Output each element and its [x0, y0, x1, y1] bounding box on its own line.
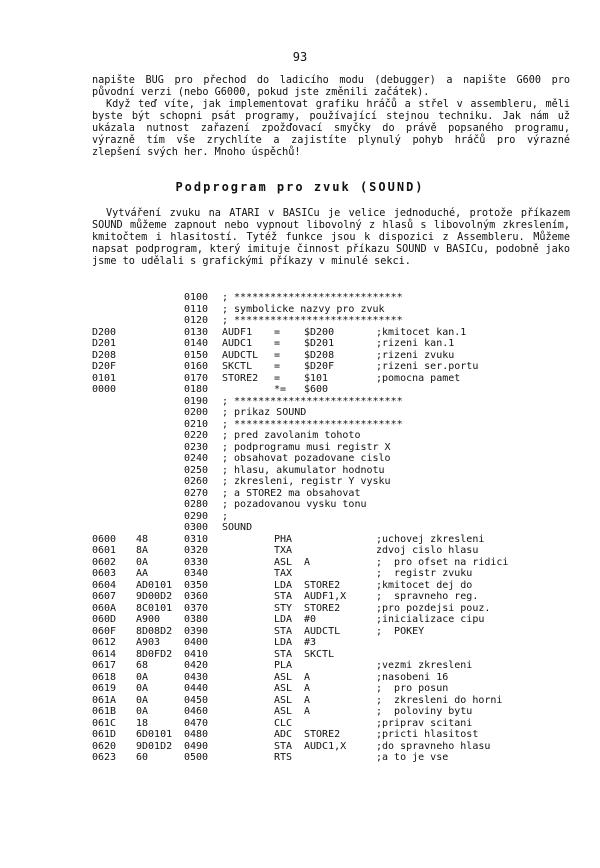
listing-comment: ;a to je vse [376, 752, 449, 763]
listing-source: ; zkresleni, registr Y vysku [222, 476, 391, 487]
listing-address [92, 453, 136, 465]
listing-bytes [136, 315, 184, 327]
listing-source: ; podprogramu musi registr X [222, 441, 391, 453]
listing-row [92, 407, 572, 419]
listing-label [222, 603, 274, 615]
listing-opcode: ASL [274, 694, 293, 706]
listing-line-number: 0170 [184, 372, 209, 384]
listing-operand: AUDF1,X [304, 591, 347, 602]
listing-row [92, 419, 572, 431]
listing-source: ; symbolicke nazvy pro zvuk [222, 303, 385, 315]
listing-row [92, 568, 572, 580]
listing-opcode: TAX [274, 568, 293, 579]
listing-operand: $D20F [304, 361, 335, 372]
listing-label [222, 649, 274, 661]
listing-opcode: LDA [274, 614, 293, 625]
listing-operand: #3 [304, 637, 317, 648]
listing-line-number: 0180 [184, 384, 209, 395]
listing-bytes [136, 522, 184, 534]
listing-label [222, 626, 274, 638]
listing-comment: ;rizeni zvuku [376, 349, 455, 361]
section-heading: Podprogram pro zvuk (SOUND) [175, 180, 425, 194]
listing-comment: ;rizeni kan.1 [376, 338, 455, 349]
listing-label [222, 752, 274, 764]
listing-bytes: 8D08D2 [136, 625, 173, 637]
listing-operand: $D201 [304, 338, 335, 349]
listing-label: STORE2 [222, 372, 259, 384]
listing-bytes: 0A [136, 556, 149, 568]
listing-address: 061D [92, 729, 117, 740]
listing-source: SOUND [222, 522, 253, 533]
listing-address: 0607 [92, 591, 117, 602]
listing-row [92, 557, 572, 569]
listing-row [92, 729, 572, 741]
listing-label [222, 580, 274, 592]
listing-opcode: = [274, 326, 281, 338]
listing-bytes: A900 [136, 614, 161, 625]
listing-bytes [136, 453, 184, 465]
listing-operand [304, 545, 376, 557]
listing-row [92, 660, 572, 672]
listing-comment [376, 649, 572, 661]
listing-comment: ;kmitocet kan.1 [376, 326, 467, 338]
listing-operand: A [304, 694, 311, 706]
listing-line-number: 0340 [184, 568, 209, 579]
listing-bytes: AA [136, 568, 149, 579]
listing-address: 060D [92, 614, 117, 625]
listing-bytes: 9D01D2 [136, 740, 173, 752]
listing-row [92, 545, 572, 557]
listing-opcode: = [274, 338, 281, 349]
listing-operand: AUDCTL [304, 625, 341, 637]
listing-line-number: 0140 [184, 338, 209, 349]
listing-row [92, 453, 572, 465]
listing-line-number: 0160 [184, 361, 209, 372]
listing-line-number: 0240 [184, 453, 209, 464]
listing-label: SKCTL [222, 361, 253, 372]
listing-operand: SKCTL [304, 648, 335, 660]
listing-line-number: 0440 [184, 683, 209, 694]
listing-comment: ;pricti hlasitost [376, 729, 479, 740]
listing-label [222, 534, 274, 546]
listing-label: AUDC1 [222, 338, 253, 349]
listing-row [92, 304, 572, 316]
listing-line-number: 0260 [184, 476, 209, 487]
listing-bytes [136, 350, 184, 362]
listing-operand: STORE2 [304, 729, 341, 740]
listing-comment: ;uchovej zkresleni [376, 533, 485, 545]
listing-line-number: 0330 [184, 556, 209, 568]
listing-line-number: 0390 [184, 625, 209, 637]
intro-text [92, 75, 570, 159]
listing-opcode: STA [274, 648, 293, 660]
listing-address: 0614 [92, 648, 117, 660]
listing-bytes: 9D00D2 [136, 591, 173, 602]
listing-label: AUDCTL [222, 349, 259, 361]
listing-row [92, 603, 572, 615]
listing-comment: ;pro pozdejsi pouz. [376, 602, 491, 614]
intro-paragraph-2: Když teď víte, jak implementovat grafiku hráčů a střel v assembleru, měli byste být schopni psát programy, používající stejnou techniku. Jak nám už ukázala nutnost zařazení zpožďovací smyčky do právě popsaného programu, výrazně tím vše zrychlíte a zajistíte plynulý pohyb hráčů pro výrazné zlepšení svých her. Mnoho úspěchů! [92, 99, 570, 158]
listing-row [92, 442, 572, 454]
listing-opcode: RTS [274, 752, 293, 763]
listing-operand: A [304, 671, 311, 683]
listing-comment: ;nasobeni 16 [376, 671, 449, 683]
listing-label [222, 706, 274, 718]
listing-address [92, 315, 136, 327]
listing-operand: AUDC1,X [304, 740, 347, 752]
listing-address [92, 292, 136, 304]
listing-address [92, 442, 136, 454]
listing-bytes [136, 396, 184, 408]
listing-address: 0623 [92, 752, 117, 763]
listing-line-number: 0300 [184, 522, 209, 533]
listing-opcode: ASL [274, 706, 293, 717]
listing-opcode: = [274, 361, 281, 372]
listing-comment: ;kmitocet dej do [376, 579, 473, 591]
listing-source: ; **************************** [222, 395, 403, 407]
listing-bytes: 0A [136, 671, 149, 683]
listing-opcode: TXA [274, 545, 293, 556]
listing-line-number: 0450 [184, 694, 209, 706]
listing-opcode: = [274, 372, 281, 384]
listing-line-number: 0190 [184, 395, 209, 407]
listing-address: 061C [92, 717, 117, 729]
listing-comment: ; registr zvuku [376, 568, 473, 579]
listing-address [92, 488, 136, 500]
listing-row [92, 511, 572, 523]
listing-bytes: 8C0101 [136, 602, 173, 614]
listing-label [222, 591, 274, 603]
listing-comment: ; zkresleni do horni [376, 694, 503, 706]
listing-comment: ; pro posun [376, 683, 449, 694]
listing-address: 0101 [92, 372, 117, 384]
listing-line-number: 0410 [184, 648, 209, 660]
listing-operand: #0 [304, 614, 317, 625]
listing-row [92, 741, 572, 753]
listing-row [92, 591, 572, 603]
listing-bytes: 18 [136, 717, 149, 729]
listing-bytes [136, 465, 184, 477]
listing-label [222, 718, 274, 730]
listing-opcode: STA [274, 591, 293, 602]
assembly-listing [92, 292, 572, 764]
listing-row [92, 396, 572, 408]
listing-bytes [136, 327, 184, 339]
listing-row [92, 499, 572, 511]
listing-line-number: 0280 [184, 499, 209, 510]
listing-row [92, 465, 572, 477]
listing-address [92, 419, 136, 431]
listing-line-number: 0130 [184, 326, 209, 338]
listing-bytes: 8D0FD2 [136, 648, 173, 660]
listing-row [92, 718, 572, 730]
listing-row [92, 430, 572, 442]
listing-bytes: 8A [136, 545, 149, 556]
listing-line-number: 0470 [184, 717, 209, 729]
listing-operand: A [304, 683, 311, 694]
listing-operand: $D208 [304, 349, 335, 361]
listing-operand: $600 [304, 384, 329, 395]
listing-opcode: ASL [274, 683, 293, 694]
listing-address [92, 407, 136, 419]
listing-opcode: *= [274, 384, 287, 395]
listing-address [92, 396, 136, 408]
listing-row [92, 752, 572, 764]
listing-address: 0604 [92, 579, 117, 591]
listing-line-number: 0380 [184, 614, 209, 625]
listing-bytes: 6D0101 [136, 729, 173, 740]
listing-opcode: CLC [274, 717, 293, 729]
listing-row [92, 476, 572, 488]
listing-bytes [136, 338, 184, 350]
listing-bytes [136, 488, 184, 500]
listing-comment: ; poloviny bytu [376, 706, 473, 717]
listing-row [92, 534, 572, 546]
listing-line-number: 0150 [184, 349, 209, 361]
listing-line-number: 0200 [184, 407, 209, 418]
listing-source: ; obsahovat pozadovane cislo [222, 453, 391, 464]
listing-row [92, 327, 572, 339]
listing-opcode: LDA [274, 579, 293, 591]
listing-bytes [136, 499, 184, 511]
listing-address: D208 [92, 349, 117, 361]
listing-bytes: 68 [136, 660, 149, 671]
listing-line-number: 0420 [184, 660, 209, 671]
listing-line-number: 0490 [184, 740, 209, 752]
listing-bytes [136, 373, 184, 385]
listing-opcode: LDA [274, 637, 293, 648]
listing-bytes [136, 430, 184, 442]
listing-row [92, 315, 572, 327]
listing-row [92, 373, 572, 385]
listing-comment [376, 384, 572, 396]
listing-address [92, 476, 136, 488]
listing-label [222, 741, 274, 753]
listing-operand [304, 660, 376, 672]
listing-address: 061B [92, 706, 117, 717]
listing-bytes: 48 [136, 533, 149, 545]
listing-bytes [136, 304, 184, 316]
listing-line-number: 0350 [184, 579, 209, 591]
listing-address [92, 511, 136, 523]
listing-row [92, 361, 572, 373]
listing-bytes [136, 384, 184, 396]
listing-label [222, 695, 274, 707]
listing-address: 0617 [92, 660, 117, 671]
listing-address [92, 465, 136, 477]
listing-source: ; pozadovanou vysku tonu [222, 499, 367, 510]
listing-bytes [136, 361, 184, 373]
listing-source: ; prikaz SOUND [222, 407, 307, 418]
listing-label [222, 729, 274, 741]
intro-paragraph-1: napište BUG pro přechod do ladicího modu (debugger) a napište G600 pro původní verzi (nebo G6000, pokud jste změnili začátek). [92, 75, 570, 98]
listing-operand [304, 752, 376, 764]
listing-address: 0612 [92, 637, 117, 648]
listing-label: AUDF1 [222, 326, 253, 338]
listing-line-number: 0290 [184, 510, 209, 522]
listing-line-number: 0110 [184, 303, 209, 315]
listing-operand: A [304, 556, 311, 568]
listing-opcode: ADC [274, 729, 293, 740]
listing-label [222, 557, 274, 569]
listing-comment: ; POKEY [376, 625, 425, 637]
listing-address: 0601 [92, 545, 117, 556]
listing-bytes: 0A [136, 694, 149, 706]
listing-opcode: ASL [274, 671, 293, 683]
listing-operand: $D200 [304, 326, 335, 338]
listing-row [92, 522, 572, 534]
listing-address: D201 [92, 338, 117, 349]
listing-source: ; **************************** [222, 418, 403, 430]
listing-operand [304, 718, 376, 730]
listing-comment: ; pro ofset na ridici [376, 556, 509, 568]
listing-label [222, 637, 274, 649]
listing-comment: ;pomocna pamet [376, 372, 461, 384]
listing-address [92, 304, 136, 316]
listing-operand: STORE2 [304, 579, 341, 591]
listing-row [92, 695, 572, 707]
listing-opcode: PHA [274, 533, 293, 545]
listing-address: D20F [92, 361, 117, 372]
listing-row [92, 580, 572, 592]
listing-line-number: 0230 [184, 441, 209, 453]
listing-source: ; **************************** [222, 315, 403, 326]
listing-comment: ;rizeni ser.portu [376, 361, 479, 372]
listing-line-number: 0370 [184, 602, 209, 614]
listing-address: 0603 [92, 568, 117, 579]
listing-operand: STORE2 [304, 602, 341, 614]
listing-row [92, 350, 572, 362]
listing-source: ; hlasu, akumulator hodnotu [222, 464, 385, 476]
listing-address: 0618 [92, 671, 117, 683]
listing-line-number: 0210 [184, 418, 209, 430]
listing-operand: A [304, 706, 311, 717]
listing-row [92, 683, 572, 695]
page-number: 93 [292, 50, 308, 64]
listing-row [92, 338, 572, 350]
listing-label [222, 614, 274, 626]
listing-line-number: 0360 [184, 591, 209, 602]
listing-line-number: 0310 [184, 533, 209, 545]
listing-bytes: 0A [136, 683, 149, 694]
listing-opcode: STA [274, 740, 293, 752]
listing-source: ; a STORE2 ma obsahovat [222, 487, 361, 499]
listing-line-number: 0500 [184, 752, 209, 763]
listing-address: 0620 [92, 740, 117, 752]
listing-address: 060F [92, 625, 117, 637]
listing-bytes [136, 511, 184, 523]
listing-line-number: 0270 [184, 487, 209, 499]
listing-address: D200 [92, 326, 117, 338]
listing-address: 0000 [92, 384, 117, 395]
listing-opcode: = [274, 349, 281, 361]
listing-comment: ;priprav scitani [376, 717, 473, 729]
listing-row [92, 384, 572, 396]
listing-line-number: 0100 [184, 292, 209, 303]
listing-opcode: STA [274, 625, 293, 637]
listing-opcode: PLA [274, 660, 293, 671]
listing-line-number: 0120 [184, 315, 209, 326]
listing-comment: ;do spravneho hlasu [376, 740, 491, 752]
listing-bytes: AD0101 [136, 579, 173, 591]
listing-comment: ;inicializace cipu [376, 614, 485, 625]
listing-line-number: 0430 [184, 671, 209, 683]
listing-label [222, 672, 274, 684]
listing-opcode: STY [274, 602, 293, 614]
listing-row [92, 626, 572, 638]
listing-line-number: 0480 [184, 729, 209, 740]
listing-address: 061A [92, 694, 117, 706]
listing-bytes: 60 [136, 752, 149, 763]
listing-address [92, 430, 136, 442]
listing-line-number: 0460 [184, 706, 209, 717]
listing-row [92, 292, 572, 304]
listing-row [92, 488, 572, 500]
listing-label [222, 683, 274, 695]
listing-address: 0619 [92, 683, 117, 694]
listing-bytes [136, 407, 184, 419]
listing-row [92, 614, 572, 626]
listing-comment: ; spravneho reg. [376, 591, 479, 602]
listing-bytes [136, 419, 184, 431]
listing-address [92, 522, 136, 534]
listing-operand: $101 [304, 372, 329, 384]
listing-row [92, 649, 572, 661]
listing-label [222, 568, 274, 580]
listing-bytes: A903 [136, 637, 161, 648]
listing-comment [376, 637, 572, 649]
listing-label [222, 660, 274, 672]
listing-line-number: 0220 [184, 430, 209, 441]
listing-opcode: ASL [274, 556, 293, 568]
listing-bytes [136, 476, 184, 488]
listing-source: ; pred zavolanim tohoto [222, 430, 361, 441]
section-paragraph-text: Vytváření zvuku na ATARI v BASICu je velice jednoduché, protože příkazem SOUND můžeme zapnout nebo vypnout libovolný z hlasů s libovolným zkreslením, kmitočtem i hlasitostí. Tytéž funkce jsou k dispozici z Assembleru. Můžeme napsat podprogram, který imituje činnost příkazu SOUND v BASICu, podobně jako jsme to udělali s grafickými příkazy v minulé sekci. [92, 208, 570, 267]
section-paragraph [92, 208, 570, 268]
listing-bytes [136, 442, 184, 454]
listing-address: 060A [92, 602, 117, 614]
listing-address: 0602 [92, 556, 117, 568]
listing-line-number: 0250 [184, 464, 209, 476]
listing-source: ; [222, 510, 229, 522]
listing-row [92, 672, 572, 684]
listing-label [222, 545, 274, 557]
listing-row [92, 637, 572, 649]
listing-bytes: 0A [136, 706, 149, 717]
listing-address: 0600 [92, 533, 117, 545]
listing-operand [304, 534, 376, 546]
listing-comment: zdvoj cislo hlasu [376, 545, 479, 556]
listing-row [92, 706, 572, 718]
listing-bytes [136, 292, 184, 304]
listing-operand [304, 568, 376, 580]
listing-source: ; **************************** [222, 292, 403, 303]
listing-address [92, 499, 136, 511]
listing-line-number: 0320 [184, 545, 209, 556]
listing-line-number: 0400 [184, 637, 209, 648]
listing-comment: ;vezmi zkresleni [376, 660, 473, 671]
listing-label [222, 384, 274, 396]
